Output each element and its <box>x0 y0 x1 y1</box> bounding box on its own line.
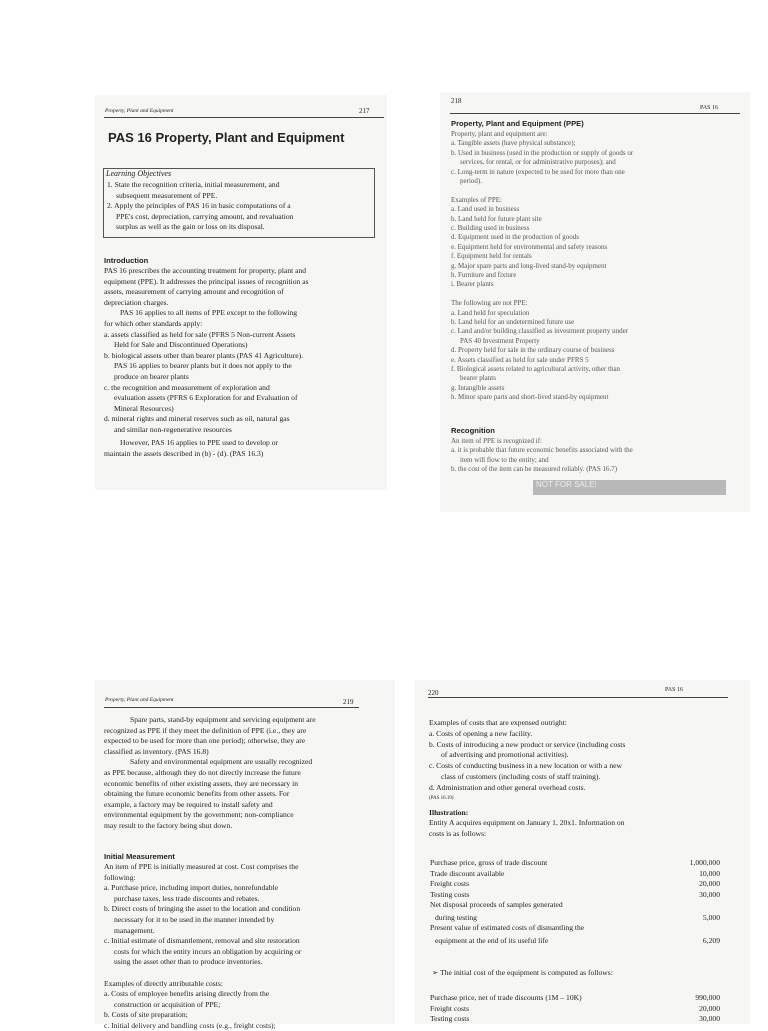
body-line: Property, plant and equipment are: <box>451 130 548 138</box>
table-label: Purchase price, net of trade discounts (1M – 10K) <box>430 993 582 1002</box>
body-line: costs for which the entity incurs an obligation by acquiring or <box>114 946 302 956</box>
body-line: a. Land held for speculation <box>451 308 530 317</box>
table-value: 30,000 <box>699 889 720 899</box>
section-title: Learning Objectives <box>106 169 172 178</box>
body-line: equipment (PPE). It addresses the principal issues of recognition as <box>104 276 309 286</box>
body-line: expected to be used for more than one period); otherwise, they are <box>104 736 306 746</box>
body-line: b. Costs of introducing a new product or service (including costs <box>429 739 626 749</box>
chapter-title: PAS 16 Property, Plant and Equipment <box>108 130 345 145</box>
body-line: produce on bearer plants <box>114 372 189 381</box>
body-line: Spare parts, stand-by equipment and servicing equipment are <box>130 715 316 724</box>
body-line: g. Major spare parts and long-lived stand-by equipment <box>451 261 607 270</box>
header-rule <box>450 113 740 114</box>
header-rule <box>104 117 384 118</box>
not-for-sale-banner: NOT FOR SALE! <box>533 480 726 495</box>
running-header: Property, Plant and Equipment <box>105 697 174 703</box>
body-line: h. Furniture and fixture <box>451 271 517 279</box>
body-line: purchase taxes, less trade discounts and rebates. <box>114 893 260 903</box>
table-value: 5,000 <box>702 912 720 922</box>
body-line: f. Biological assets related to agricultural activity, other than <box>451 365 621 373</box>
body-line: c. Initial delivery and handling costs (e.g., freight costs); <box>104 1021 276 1030</box>
objective-line: surplus as well as the gain or loss on its disposal. <box>116 222 265 231</box>
body-line: Mineral Resources) <box>114 403 174 413</box>
header-rule <box>428 697 728 698</box>
body-line: b. biological assets other than bearer plants (PAS 41 Agriculture). <box>104 350 304 360</box>
objective-line: PPE's cost, depreciation, carrying amount, and revaluation <box>116 211 294 221</box>
table-label: Purchase price, gross of trade discount <box>430 858 548 867</box>
body-line: b. Used in business (used in the production or supply of goods or <box>451 148 634 157</box>
body-line: of advertising and promotional activities). <box>441 750 569 760</box>
body-line: a. Tangible assets (have physical substance); <box>451 139 576 148</box>
body-line: However, PAS 16 applies to PPE used to develop or <box>120 438 279 447</box>
body-line: Examples of PPE: <box>451 195 502 204</box>
page-number: 219 <box>343 698 354 706</box>
body-line: following: <box>104 872 136 882</box>
body-line: a. Purchase price, including import duties, nonrefundable <box>104 883 278 893</box>
body-line: for which other standards apply: <box>104 319 203 328</box>
body-line: g. Intangible assets <box>451 383 505 392</box>
body-line: a. it is probable that future economic benefits associated with the <box>451 446 633 455</box>
body-line: evaluation assets (PFRS 6 Exploration for and Evaluation of <box>114 393 298 403</box>
body-line: An item of PPE is recognized if: <box>451 437 542 445</box>
table-value: 1,000,000 <box>689 858 720 867</box>
body-line: c. Initial estimate of dismantlement, removal and site restoration <box>104 936 300 946</box>
body-line: example, a factory may be required to install safety and <box>104 799 273 809</box>
body-line: i. Bearer plants <box>451 280 494 289</box>
page-number: 217 <box>359 107 370 115</box>
section-title: Property, Plant and Equipment (PPE) <box>451 119 584 128</box>
body-line: a. Costs of opening a new facility. <box>429 728 533 738</box>
body-line: classified as inventory. (PAS 16.8) <box>104 746 209 756</box>
body-line: Examples of directly attributable costs: <box>104 978 223 988</box>
table-value: 30,000 <box>699 1014 720 1023</box>
body-line: PAS 40 Investment Property <box>460 336 540 345</box>
objective-line: subsequent measurement of PPE. <box>116 190 218 200</box>
body-line: b. the cost of the item can be measured reliably. (PAS 16.7) <box>451 465 618 474</box>
body-line: as PPE because, although they do not directly increase the future <box>104 768 301 777</box>
table-value: 20,000 <box>699 1003 720 1013</box>
body-line: c. Long-term in nature (expected to be used for more than one <box>451 167 625 176</box>
body-line: PAS 16 applies to all items of PPE except to the following <box>120 308 298 318</box>
body-line: b. Land held for future plant site <box>451 214 542 223</box>
body-line: period). <box>460 177 482 185</box>
body-line: (PAS 16.19) <box>429 795 454 801</box>
body-line: Entity A acquires equipment on January 1, 20x1. Information on <box>429 818 625 827</box>
body-line: depreciation charges. <box>104 297 169 307</box>
body-line: d. Property held for sale in the ordinary course of business <box>451 346 615 355</box>
section-title: Recognition <box>451 426 495 435</box>
page-number: 220 <box>428 689 439 697</box>
body-line: b. Direct costs of bringing the asset to the location and condition <box>104 904 301 914</box>
body-line: e. Assets classified as held for sale under PFRS 5 <box>451 355 589 364</box>
body-line: environmental equipment by the government; non-compliance <box>104 810 294 820</box>
body-line: obtaining the future economic benefits from other assets. For <box>104 789 290 799</box>
body-line: e. Equipment held for environmental and safety reasons <box>451 242 608 251</box>
body-line: services, for rental, or for administrative purposes); and <box>460 158 616 167</box>
body-line: c. Building used in business <box>451 224 530 232</box>
body-line: d. Equipment used in the production of goods <box>451 233 579 242</box>
section-title: Initial Measurement <box>104 852 175 861</box>
body-line: bearer plants <box>460 374 496 383</box>
body-line: maintain the assets described in (b) - (d). (PAS 16.3) <box>104 449 264 458</box>
table-label: equipment at the end of its useful life <box>435 935 549 945</box>
table-label: Net disposal proceeds of samples generated <box>430 900 563 909</box>
body-line: item will flow to the entity; and <box>460 455 549 464</box>
body-line: The following are not PPE: <box>451 299 528 308</box>
body-line: b. Costs of site preparation; <box>104 1010 188 1020</box>
body-line: d. Administration and other general overhead costs. <box>429 782 586 792</box>
body-line: Held for Sale and Discontinued Operations) <box>114 340 248 350</box>
table-value: 10,000 <box>699 868 720 878</box>
table-label: Freight costs <box>430 1003 470 1013</box>
table-label: Present value of estimated costs of dismantling the <box>430 923 585 932</box>
body-line: and similar non-regenerative resources <box>114 425 232 434</box>
table-label: during testing <box>435 912 477 922</box>
section-title: Introduction <box>104 256 149 265</box>
body-line: PAS 16 applies to bearer plants but it does not apply to the <box>114 361 292 371</box>
table-value: 990,000 <box>695 993 720 1002</box>
body-line: economic benefits of other existing assets, they are necessary in <box>104 778 298 788</box>
table-label: Trade discount available <box>430 868 505 878</box>
body-line: ➢ The initial cost of the equipment is computed as follows: <box>432 968 613 977</box>
page-number: 218 <box>451 97 462 105</box>
body-line: Safety and environmental equipment are usually recognized <box>130 757 313 767</box>
running-header: PAS 16 <box>665 687 683 693</box>
running-header: Property, Plant and Equipment <box>105 108 174 114</box>
table-label: Testing costs <box>430 889 470 899</box>
header-rule <box>104 707 359 708</box>
body-line: b. Land held for an undetermined future use <box>451 318 575 326</box>
objective-line: 2. Apply the principles of PAS 16 in basic computations of a <box>107 201 291 210</box>
body-line: assets, measurement of carrying amount and recognition of <box>104 287 284 297</box>
section-title: Illustration: <box>429 808 469 817</box>
body-line: c. Land and/or building classified as investment property under <box>451 327 629 336</box>
body-line: a. assets classified as held for sale (PFRS 5 Non-current Assets <box>104 329 296 339</box>
running-header: PAS 16 <box>700 105 718 111</box>
body-line: c. Costs of conducting business in a new location or with a new <box>429 761 622 771</box>
body-line: h. Minor spare parts and short-lived stand-by equipment <box>451 393 609 402</box>
body-line: management. <box>114 925 155 935</box>
body-line: construction or acquisition of PPE; <box>114 999 221 1009</box>
table-value: 6,209 <box>702 935 720 945</box>
body-line: class of customers (including costs of staff training). <box>441 772 601 781</box>
body-line: a. Costs of employee benefits arising directly from the <box>104 989 270 999</box>
body-line: PAS 16 prescribes the accounting treatment for property, plant and <box>104 266 307 275</box>
body-line: c. the recognition and measurement of exploration and <box>104 382 270 392</box>
body-line: using the asset other than to produce inventories. <box>114 957 263 967</box>
body-line: An item of PPE is initially measured at cost. Cost comprises the <box>104 862 299 871</box>
table-label: Testing costs <box>430 1014 470 1023</box>
body-line: may result to the factory being shut down. <box>104 821 233 830</box>
body-line: necessary for it to be used in the manner intended by <box>114 915 275 924</box>
body-line: costs is as follows: <box>429 828 487 838</box>
body-line: a. Land used in business <box>451 205 520 214</box>
table-value: 20,000 <box>699 879 720 888</box>
body-line: d. mineral rights and mineral reserves such as oil, natural gas <box>104 414 290 424</box>
table-label: Freight costs <box>430 879 470 888</box>
body-line: recognized as PPE if they meet the definition of PPE (i.e., they are <box>104 725 307 735</box>
objective-line: 1. State the recognition criteria, initial measurement, and <box>107 180 280 189</box>
body-line: Examples of costs that are expensed outright: <box>429 718 567 727</box>
body-line: f. Equipment held for rentals <box>451 252 532 261</box>
